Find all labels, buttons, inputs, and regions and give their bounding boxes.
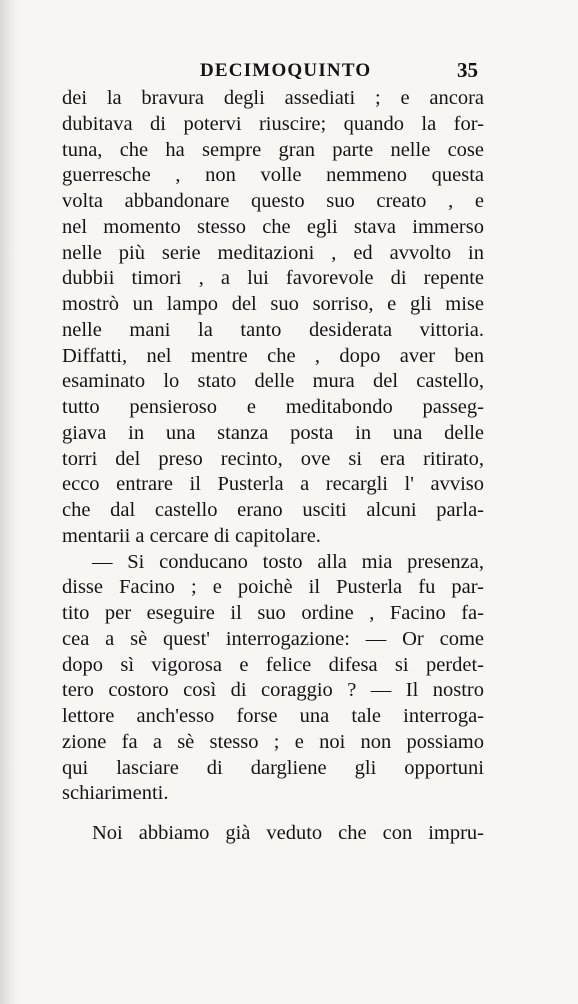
- text-line: nelle mani la tanto desiderata vittoria.: [62, 318, 484, 341]
- chapter-title: DECIMOQUINTO: [200, 60, 372, 81]
- text-line: giava in una stanza posta in una delle: [62, 421, 484, 444]
- body-text: [62, 86, 484, 847]
- text-line: tutto pensieroso e meditabondo passeg-: [62, 396, 484, 418]
- page-gutter-shadow: [0, 0, 18, 1004]
- text-line: dubbii timori , a lui favorevole di repente: [62, 267, 484, 290]
- text-line: — Si conducano tosto alla mia presenza,: [92, 550, 484, 573]
- text-line: nelle più serie meditazioni , ed avvolto in: [62, 241, 484, 264]
- page-number: 35: [457, 58, 478, 82]
- text-line: tero costoro così di coraggio ? — Il nostro: [62, 679, 484, 702]
- text-line: torri del preso recinto, ove si era ritirato,: [62, 447, 484, 470]
- text-line: ecco entrare il Pusterla a recargli l' avviso: [62, 473, 484, 496]
- text-line: cea a sè quest' interrogazione: — Or come: [62, 627, 484, 650]
- text-line: esaminato lo stato delle mura del castello,: [62, 370, 484, 393]
- text-line: lettore anch'esso forse una tale interroga-: [62, 705, 484, 727]
- running-head: [88, 56, 478, 90]
- paragraph-gap: [62, 807, 484, 821]
- text-line: che dal castello erano usciti alcuni parla-: [62, 499, 484, 521]
- text-line: dei la bravura degli assediati ; e ancora: [62, 87, 484, 109]
- text-line: tuna, che ha sempre gran parte nelle cose: [62, 138, 484, 161]
- text-line: mostrò un lampo del suo sorriso, e gli mise: [62, 293, 484, 315]
- text-line: dubitava di potervi riuscire; quando la for-: [62, 112, 484, 135]
- text-line: zione fa a sè stesso ; e noi non possiamo: [62, 730, 484, 753]
- text-line: mentarii a cercare di capitolare.: [62, 524, 321, 547]
- text-line: schiarimenti.: [62, 782, 169, 805]
- text-line: Noi abbiamo già veduto che con impru-: [92, 822, 484, 844]
- text-line: volta abbandonare questo suo creato , e: [62, 190, 484, 212]
- text-line: nel momento stesso che egli stava immerso: [62, 215, 484, 238]
- text-line: qui lasciare di dargliene gli opportuni: [62, 756, 484, 779]
- text-line: disse Facino ; e poichè il Pusterla fu par-: [62, 576, 484, 599]
- text-line: dopo sì vigorosa e felice difesa si perdet-: [62, 653, 484, 676]
- text-line: tito per eseguire il suo ordine , Facino fa-: [62, 602, 484, 624]
- text-line: Diffatti, nel mentre che , dopo aver ben: [62, 344, 484, 367]
- text-line: guerresche , non volle nemmeno questa: [62, 164, 484, 187]
